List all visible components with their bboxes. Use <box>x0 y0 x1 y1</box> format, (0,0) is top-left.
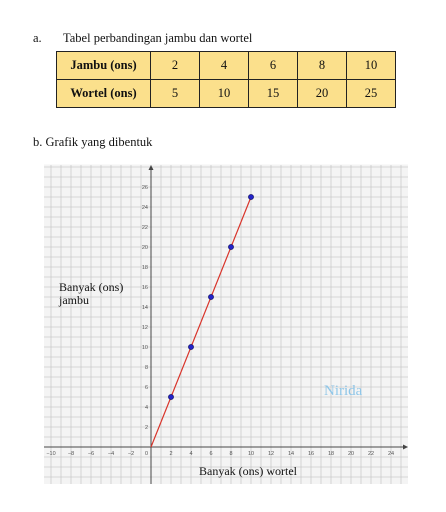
x-tick-label: 10 <box>247 451 255 457</box>
y-tick-label: 22 <box>141 225 148 231</box>
table-cell: 25 <box>347 80 396 108</box>
grid-minor <box>44 165 408 484</box>
section-b-title: Grafik yang dibentuk <box>45 135 153 149</box>
data-point <box>228 244 233 249</box>
x-tick-label: 20 <box>347 451 355 457</box>
y-tick-label: 8 <box>144 365 148 371</box>
y-tick-label: 14 <box>141 305 148 311</box>
y-tick-label: 6 <box>144 385 148 391</box>
y-tick-label: 10 <box>141 345 148 351</box>
table-cell: 15 <box>249 80 298 108</box>
x-tick-label: 18 <box>327 451 335 457</box>
section-a-title: Tabel perbandingan jambu dan wortel <box>63 31 253 45</box>
y-tick-label: 20 <box>141 245 148 251</box>
y-tick-label: 18 <box>141 265 148 271</box>
x-tick-label: −4 <box>107 451 115 457</box>
y-axis-label-line2: jambu <box>59 293 89 307</box>
x-tick-label: −2 <box>127 451 135 457</box>
row-header-wortel: Wortel (ons) <box>57 80 151 108</box>
x-tick-label: 22 <box>367 451 375 457</box>
y-tick-label: 16 <box>141 285 148 291</box>
y-tick-label: 24 <box>141 205 148 211</box>
y-tick-label: 2 <box>144 425 148 431</box>
y-tick-label: 4 <box>144 405 148 411</box>
table-cell: 5 <box>151 80 200 108</box>
row-header-jambu: Jambu (ons) <box>57 52 151 80</box>
origin-label: 0 <box>144 451 148 457</box>
y-axis-label-line1: Banyak (ons) <box>59 280 124 294</box>
data-point <box>248 194 253 199</box>
x-tick-labels <box>46 451 394 457</box>
data-point <box>188 344 193 349</box>
x-tick-label: 6 <box>209 451 213 457</box>
watermark-text: Nirida <box>324 383 363 399</box>
table-cell: 10 <box>347 52 396 80</box>
table-cell: 20 <box>298 80 347 108</box>
data-point <box>168 394 173 399</box>
x-tick-label: 4 <box>189 451 193 457</box>
x-tick-label: 8 <box>229 451 233 457</box>
x-tick-label: 2 <box>169 451 173 457</box>
x-tick-label: −6 <box>87 451 95 457</box>
data-point <box>208 294 213 299</box>
table-cell: 6 <box>249 52 298 80</box>
x-tick-label: 14 <box>287 451 295 457</box>
x-axis-label: Banyak (ons) wortel <box>199 464 297 478</box>
y-tick-label: 12 <box>141 325 148 331</box>
section-a-letter: a. <box>33 31 42 45</box>
x-tick-label: −8 <box>67 451 75 457</box>
section-b-letter: b. <box>33 135 43 149</box>
table-cell: 10 <box>200 80 249 108</box>
x-tick-label: −10 <box>46 451 56 457</box>
table-cell: 8 <box>298 52 347 80</box>
table-cell: 2 <box>151 52 200 80</box>
x-tick-label: 16 <box>307 451 315 457</box>
y-tick-label: 26 <box>141 185 148 191</box>
x-tick-label: 24 <box>387 451 395 457</box>
table-cell: 4 <box>200 52 249 80</box>
x-tick-label: 12 <box>267 451 275 457</box>
